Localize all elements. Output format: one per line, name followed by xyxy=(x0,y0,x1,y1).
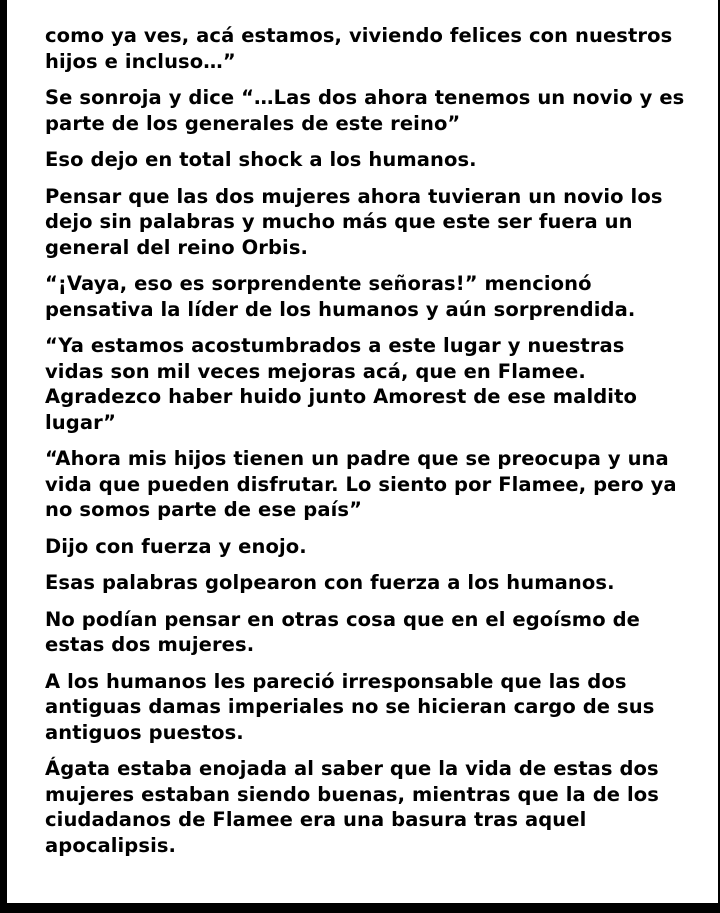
paragraph-10: No podían pensar en otras cosa que en el egoísmo de estas dos mujeres. xyxy=(45,607,640,656)
paragraph-2: Se sonroja y dice “…Las dos ahora tenemos un novio y es parte de los generales de este reino” xyxy=(45,86,685,135)
paragraph-4: Pensar que las dos mujeres ahora tuvieran un novio los dejo sin palabras y mucho más que este ser fuera un general del reino Orbis. xyxy=(45,184,663,259)
paragraph-12: Ágata estaba enojada al saber que la vida de estas dos mujeres estaban siendo buenas, mientras que la de los ciudadanos de Flamee era una basura tras aquel apocalipsis. xyxy=(45,757,659,857)
paragraph-3: Eso dejo en total shock a los humanos. xyxy=(45,148,477,171)
paragraph-11: A los humanos les pareció irresponsable que las dos antiguas damas imperiales no se hicieran cargo de sus antiguos puestos. xyxy=(45,669,655,744)
paragraph-8: Dijo con fuerza y enojo. xyxy=(45,534,307,558)
paragraph-9: Esas palabras golpearon con fuerza a los humanos. xyxy=(45,571,615,594)
document-page xyxy=(7,0,718,903)
paragraph-6: “Ya estamos acostumbrados a este lugar y nuestras vidas son mil veces mejoras acá, que en Flamee. Agradezco haber huido junto Amorest de ese maldito lugar” xyxy=(45,334,637,434)
paragraph-7: “Ahora mis hijos tienen un padre que se preocupa y una vida que pueden disfrutar. Lo siento por Flamee, pero ya no somos parte de ese país” xyxy=(45,447,677,521)
paragraph-1: como ya ves, acá estamos, viviendo felices con nuestros hijos e incluso…” xyxy=(45,24,673,73)
paragraph-5: “¡Vaya, eso es sorprendente señoras!” mencionó pensativa la líder de los humanos y aún sorprendida. xyxy=(45,272,636,321)
story-text xyxy=(45,23,685,869)
